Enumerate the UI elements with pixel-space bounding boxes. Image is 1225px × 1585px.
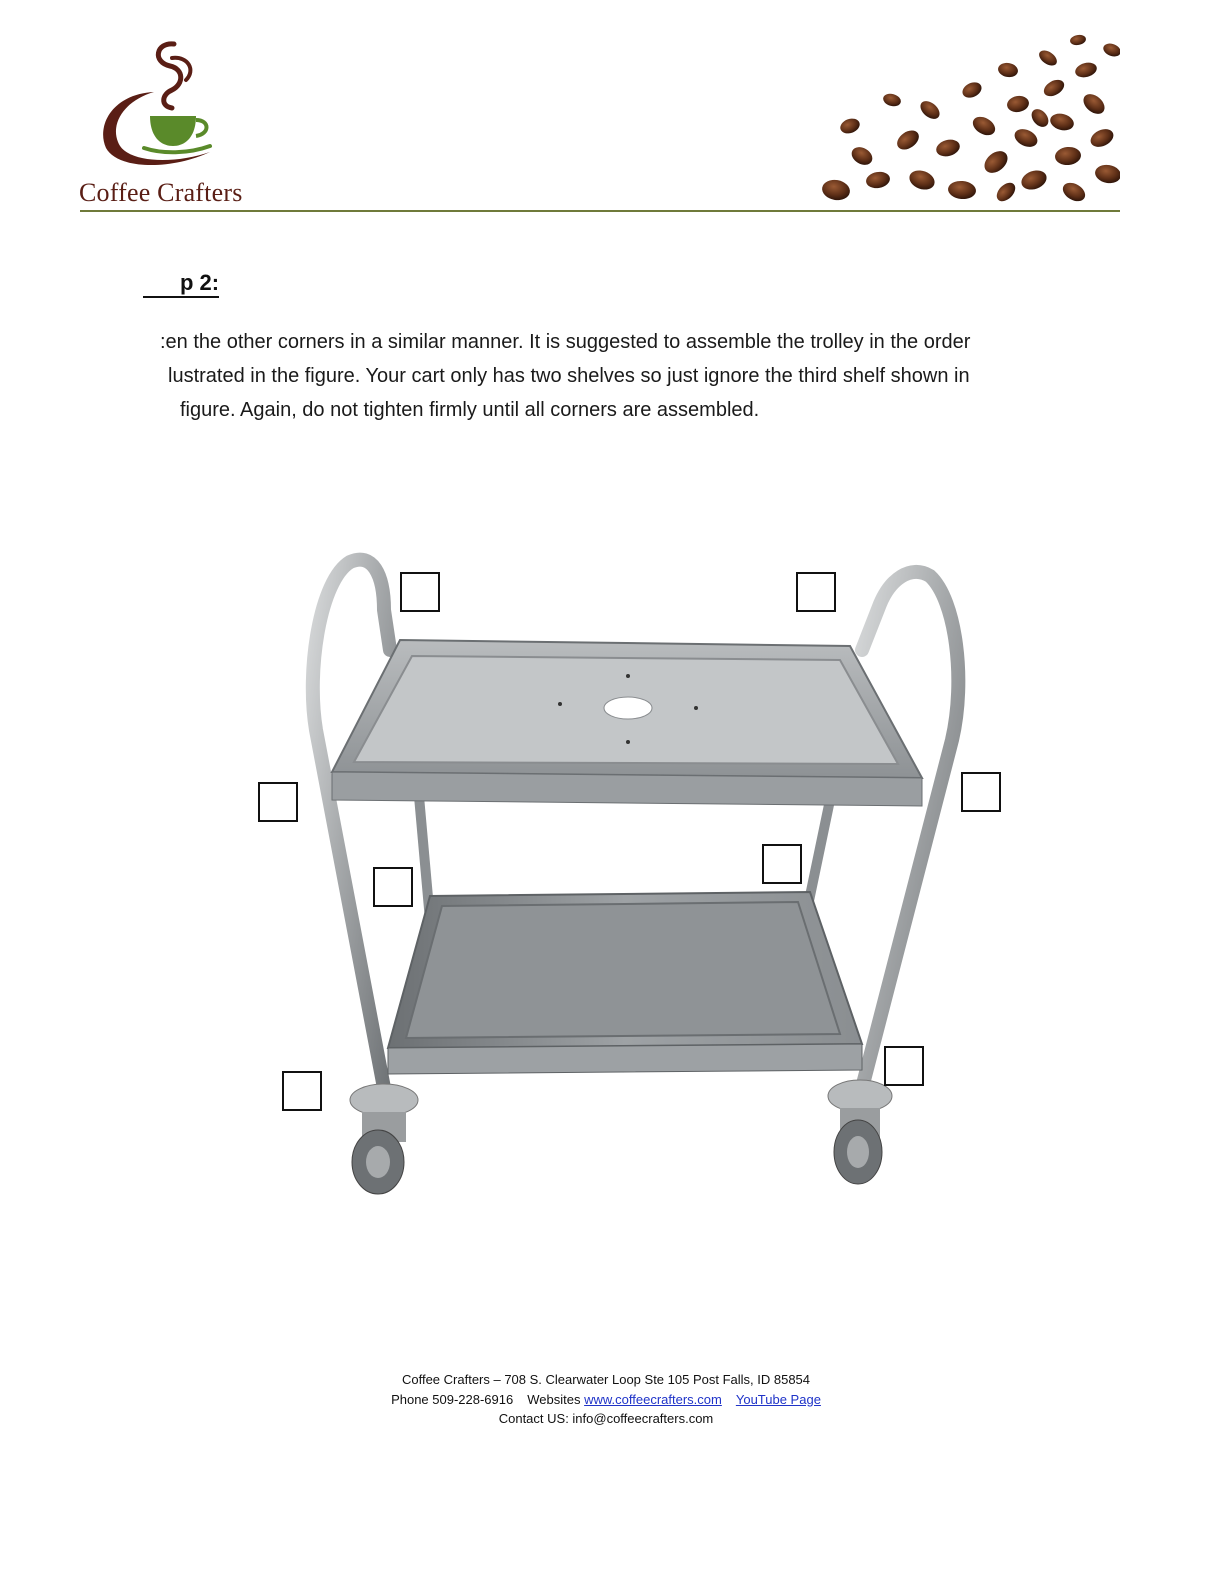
instruction-line: figure. Again, do not tighten firmly until all corners are assembled. [180, 399, 760, 421]
brand-logo [78, 36, 278, 216]
assembly-order-box [258, 782, 298, 822]
assembly-order-box [762, 844, 802, 884]
step-heading: p 2: [143, 270, 219, 298]
assembly-order-box [400, 572, 440, 612]
website-link[interactable]: www.coffeecrafters.com [584, 1391, 722, 1407]
assembly-order-box [796, 572, 836, 612]
coffee-cup-steam-logo-icon [92, 36, 232, 176]
assembly-order-box [282, 1071, 322, 1111]
youtube-link[interactable]: YouTube Page [735, 1391, 821, 1407]
assembly-order-box [884, 1046, 924, 1086]
assembly-order-box [961, 772, 1001, 812]
footer-websites-label: Websites [527, 1391, 581, 1407]
page-footer [0, 1370, 1212, 1429]
footer-email: Contact US: info@coffeecrafters.com [498, 1411, 714, 1426]
trolley-figure [250, 540, 1030, 1220]
coffee-beans-image [812, 30, 1120, 206]
instruction-line: :en the other corners in a similar manner. It is suggested to assemble the trolley in the order [160, 331, 971, 353]
footer-address: Coffee Crafters – 708 S. Clearwater Loop Ste 105 Post Falls, ID 85854 [401, 1372, 811, 1387]
instruction-line: lustrated in the figure. Your cart only has two shelves so just ignore the third shelf shown in [168, 365, 970, 387]
step-instructions [160, 325, 1090, 427]
footer-contact-line [0, 1390, 1212, 1410]
footer-phone: Phone 509-228-6916 [391, 1391, 514, 1407]
assembly-order-box [373, 867, 413, 907]
header-divider [80, 210, 1120, 212]
two-shelf-stainless-trolley-cart [250, 540, 1030, 1220]
brand-name: Coffee Crafters [79, 178, 243, 207]
